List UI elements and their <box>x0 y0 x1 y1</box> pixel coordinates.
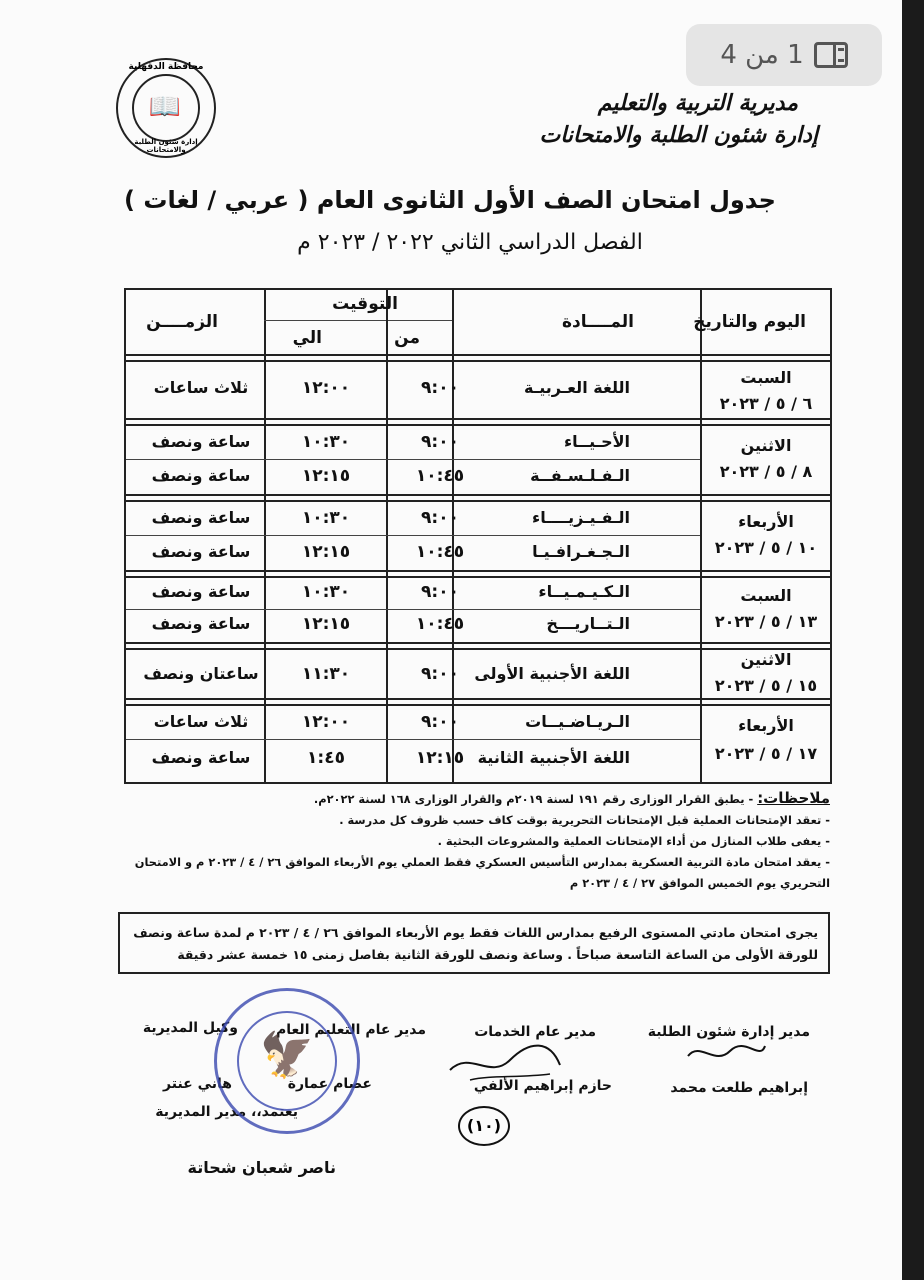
official-stamp <box>214 988 360 1134</box>
eagle-icon: 🦅 <box>259 1030 315 1081</box>
subject-name: اللغة العـربيـة <box>524 378 630 397</box>
subject-name: الـفـيـزيــــاء <box>532 508 630 527</box>
time-from: ١٠:٤٥ <box>415 466 465 486</box>
exam-duration: ساعة ونصف <box>151 748 251 767</box>
row-divider <box>126 418 830 420</box>
row-divider <box>126 424 830 426</box>
header-line-2: إدارة شئون الطلبة والامتحانات <box>539 122 818 148</box>
row-divider <box>126 360 830 362</box>
exam-date: ٦ / ٥ / ٢٠٢٣ <box>719 394 813 413</box>
exam-duration: ساعة ونصف <box>151 466 251 485</box>
subject-name: الـتــاريـــخ <box>546 614 630 633</box>
notice-line-2: للورقة الأولى من الساعة التاسعة صباحاً . وساعة ونصف للورقة الثانية بفاصل زمنى ١٥ خمسة عشر دقيقة <box>177 947 818 962</box>
approval-title: يعتمد،، مدير المديرية <box>155 1104 298 1120</box>
header-line-1: مديرية التربية والتعليم <box>597 90 798 116</box>
subject-name: الـكـيـمـيــاء <box>538 582 630 601</box>
time-to: ١٢:١٥ <box>301 542 351 562</box>
logo-top-text: محافظة الدقهلية <box>128 62 204 72</box>
exam-date: ١٥ / ٥ / ٢٠٢٣ <box>714 676 818 695</box>
row-divider <box>126 704 830 706</box>
exam-duration: ساعة ونصف <box>151 614 251 633</box>
deputy-title: وكيل المديرية <box>142 1020 238 1036</box>
row-divider <box>126 354 830 356</box>
notes-section <box>70 788 830 894</box>
exam-duration: ساعة ونصف <box>151 542 251 561</box>
time-to: ١٠:٣٠ <box>301 432 351 452</box>
exam-duration: ساعة ونصف <box>151 582 251 601</box>
services-signature <box>440 1030 570 1090</box>
note-item: - يعقد امتحان مادة التربية العسكرية بمدارس التأسيس العسكري فقط العملي يوم الأربعاء الموافق ٢٦ / ٤ / ٢٠٢٣ م و الامتحان <box>134 855 830 869</box>
sub-row-divider <box>126 535 700 536</box>
row-divider <box>126 698 830 700</box>
advanced-level-notice <box>118 912 830 974</box>
directorate-header <box>540 90 818 148</box>
header-duration: الزمــــن <box>146 312 218 332</box>
exam-date: ١٠ / ٥ / ٢٠٢٣ <box>714 538 818 557</box>
director-name: ناصر شعبان شحاتة <box>187 1158 336 1177</box>
subject-name: الـريـاضـيــات <box>525 712 630 731</box>
notes-label: ملاحظات: <box>757 789 830 807</box>
time-to: ١:٤٥ <box>307 748 345 768</box>
note-item: - يعفى طلاب المنازل من أداء الإمتحانات العملية والمشروعات البحثية . <box>437 834 830 848</box>
exam-duration: ساعة ونصف <box>151 508 251 527</box>
subject-name: الـجـغـرافـيـا <box>532 542 630 561</box>
col-divider <box>700 290 702 782</box>
note-item: - تعقد الإمتحانات العملية قبل الإمتحانات التحريرية بوقت كاف حسب ظروف كل مدرسة . <box>339 813 830 827</box>
note-item: - يطبق القرار الوزارى رقم ١٩١ لسنة ٢٠١٩م والقرار الوزارى ١٦٨ لسنة ٢٠٢٢م. <box>313 792 754 806</box>
exam-duration: ثلاث ساعات <box>153 712 249 731</box>
day-name: السبت <box>740 586 792 605</box>
governorate-logo <box>116 58 216 158</box>
page-counter-label: 1 من 4 <box>720 40 804 70</box>
col-divider <box>452 290 454 782</box>
row-divider <box>126 494 830 496</box>
time-to: ١١:٣٠ <box>301 664 351 684</box>
exam-duration: ساعتان ونصف <box>143 664 259 683</box>
services-title: مدير عام الخدمات <box>474 1024 596 1040</box>
document-subtitle: الفصل الدراسي الثاني ٢٠٢٢ / ٢٠٢٣ م <box>297 230 643 255</box>
time-to: ١٢:٠٠ <box>301 378 351 398</box>
note-item: التحريري يوم الخميس الموافق ٢٧ / ٤ / ٢٠٢٣ م <box>569 876 830 890</box>
services-name: حازم إبراهيم الألفي <box>473 1078 612 1094</box>
subject-name: الأحـيــاء <box>563 432 630 451</box>
header-subject: المــــادة <box>562 312 634 332</box>
emblem-icon: 📖 <box>148 92 182 122</box>
time-from: ٩:٠٠ <box>421 508 459 528</box>
general-ed-name: عصام عمارة <box>287 1076 372 1092</box>
notice-line-1: يجرى امتحان مادتي المستوى الرفيع بمدارس اللغات فقط يوم الأربعاء الموافق ٢٦ / ٤ / ٢٠٢٣ م لمدة ساعة ونصف <box>133 925 818 940</box>
page-counter[interactable] <box>686 24 882 86</box>
deputy-name: هاني عنتر <box>163 1076 232 1092</box>
header-day-date: اليوم والتاريخ <box>693 312 806 332</box>
day-name: السبت <box>740 368 792 387</box>
row-divider <box>126 576 830 578</box>
subject-name: اللغة الأجنبية الأولى <box>474 664 630 683</box>
page-number: (١٠) <box>458 1106 510 1146</box>
time-to: ١٢:٠٠ <box>301 712 351 732</box>
student-affairs-title: مدير إدارة شئون الطلبة <box>647 1024 810 1040</box>
student-affairs-name: إبراهيم طلعت محمد <box>670 1080 808 1096</box>
col-divider <box>386 290 388 782</box>
exam-schedule-table <box>124 288 832 784</box>
exam-date: ١٧ / ٥ / ٢٠٢٣ <box>714 744 818 763</box>
header-timing: التوقيت <box>332 294 398 314</box>
panel-icon[interactable] <box>814 42 848 68</box>
time-from: ٩:٠٠ <box>421 664 459 684</box>
subject-name: الـفـلـسـفــة <box>530 466 630 485</box>
day-name: الأربعاء <box>738 512 794 531</box>
day-name: الأربعاء <box>738 716 794 735</box>
col-divider <box>264 290 266 782</box>
time-to: ١٠:٣٠ <box>301 582 351 602</box>
time-to: ١٠:٣٠ <box>301 508 351 528</box>
day-name: الاثنين <box>740 650 792 669</box>
exam-date: ٨ / ٥ / ٢٠٢٣ <box>719 462 813 481</box>
exam-date: ١٣ / ٥ / ٢٠٢٣ <box>714 612 818 631</box>
time-from: ١٠:٤٥ <box>415 542 465 562</box>
sub-row-divider <box>126 609 700 610</box>
timing-divider <box>264 320 452 321</box>
sub-row-divider <box>126 459 700 460</box>
general-ed-title: مدير عام التعليم العام <box>276 1022 426 1038</box>
row-divider <box>126 642 830 644</box>
time-to: ١٢:١٥ <box>301 614 351 634</box>
time-from: ٩:٠٠ <box>421 582 459 602</box>
time-from: ١٢:١٥ <box>415 748 465 768</box>
row-divider <box>126 500 830 502</box>
logo-bottom-text: إدارة شئون الطلبة والامتحانات <box>134 138 198 154</box>
time-from: ٩:٠٠ <box>421 378 459 398</box>
sub-row-divider <box>126 739 700 740</box>
header-from: من <box>394 328 420 348</box>
row-divider <box>126 570 830 572</box>
time-from: ٩:٠٠ <box>421 712 459 732</box>
student-affairs-signature <box>680 1036 770 1076</box>
time-from: ١٠:٤٥ <box>415 614 465 634</box>
time-from: ٩:٠٠ <box>421 432 459 452</box>
exam-duration: ساعة ونصف <box>151 432 251 451</box>
time-to: ١٢:١٥ <box>301 466 351 486</box>
day-name: الاثنين <box>740 436 792 455</box>
header-to: الي <box>292 328 322 348</box>
subject-name: اللغة الأجنبية الثانية <box>477 748 630 767</box>
document-title: جدول امتحان الصف الأول الثانوى العام ( عربي / لغات ) <box>124 186 776 214</box>
exam-duration: ثلاث ساعات <box>153 378 249 397</box>
